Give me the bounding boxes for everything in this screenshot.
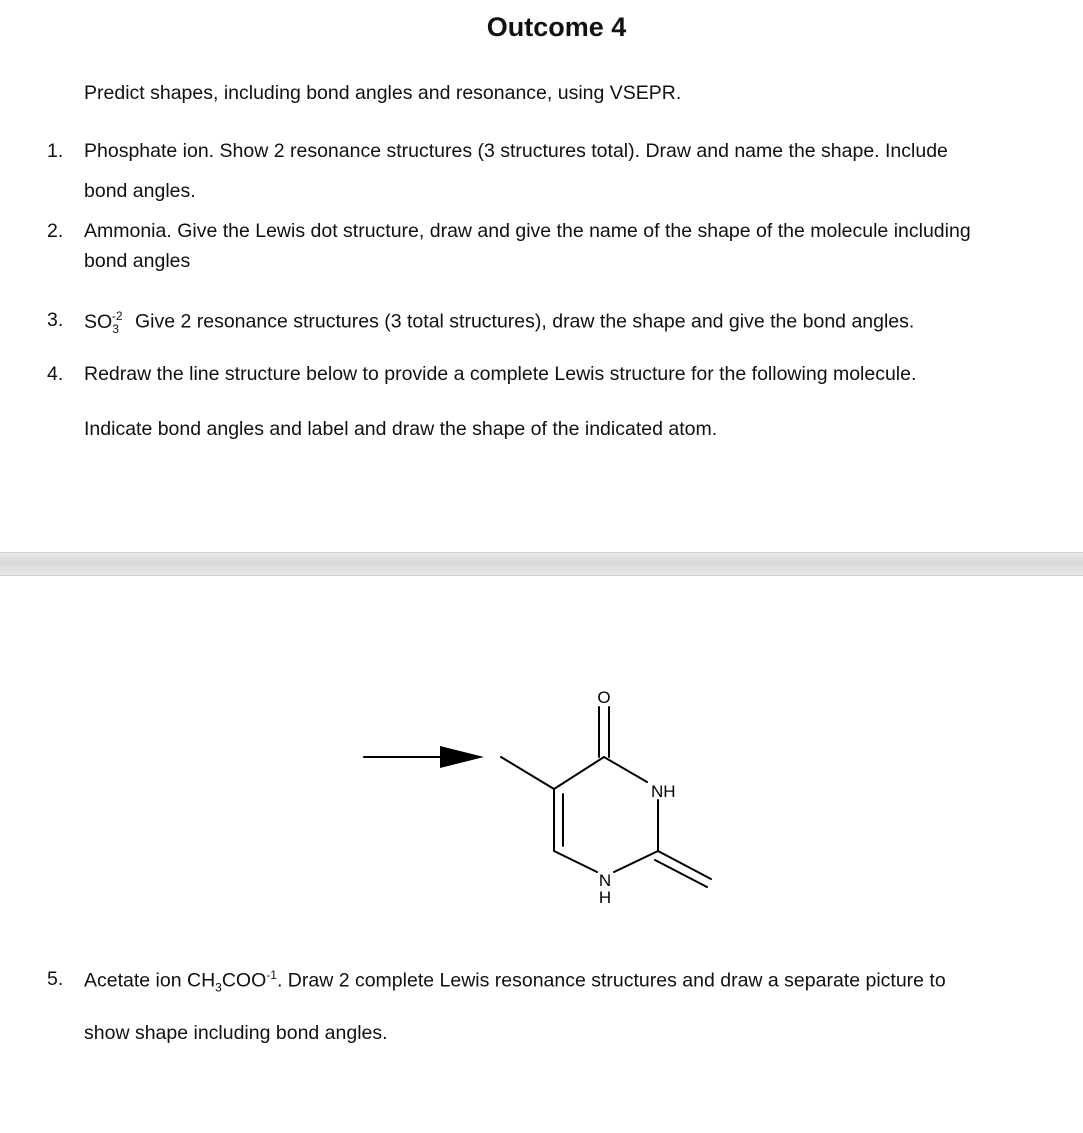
question-2-number: 2. [47,220,64,242]
atom-label-n: N [598,871,612,890]
indicator-arrow-head [440,746,484,768]
atom-label-h: H [598,888,612,907]
question-5-line-2: show shape including bond angles. [84,1022,388,1044]
atom-label-oxygen: O [597,688,611,707]
atom-label-nh: NH [651,782,676,801]
question-2-line-1: Ammonia. Give the Lewis dot structure, draw and give the name of the shape of the molecule including [84,220,971,242]
methyl-bond [501,757,554,789]
ring-bond-2 [604,757,647,782]
question-3-text: Give 2 resonance structures (3 total structures), draw the shape and give the bond angles. [134,310,915,333]
question-5-number: 5. [47,968,64,990]
question-5-line-1: Acetate ion $CH_3COO^{-1}$. Draw 2 complete Lewis resonance structures and draw a separate picture to [84,968,946,995]
question-4-line-2: Indicate bond angles and label and draw the shape of the indicated atom. [84,418,718,440]
ring-bond-1 [554,757,604,789]
question-2-line-2: bond angles [84,250,191,272]
question-4-line-1: Redraw the line structure below to provide a complete Lewis structure for the following molecule. [84,363,917,385]
question-1-number: 1. [47,140,64,162]
ring-bond-4 [614,851,658,872]
ring-bond-5 [554,851,597,872]
page-title: Outcome 4 [486,12,627,42]
question-3-formula: $SO_3^{-2}$ [84,309,123,336]
question-3-number: 3. [47,309,64,331]
question-4-number: 4. [47,363,64,385]
question-1-line-1: Phosphate ion. Show 2 resonance structures (3 structures total). Draw and name the shape. Include [84,140,948,162]
question-1-line-2: bond angles. [84,180,196,202]
intro-text: Predict shapes, including bond angles and resonance, using VSEPR. [84,82,682,104]
